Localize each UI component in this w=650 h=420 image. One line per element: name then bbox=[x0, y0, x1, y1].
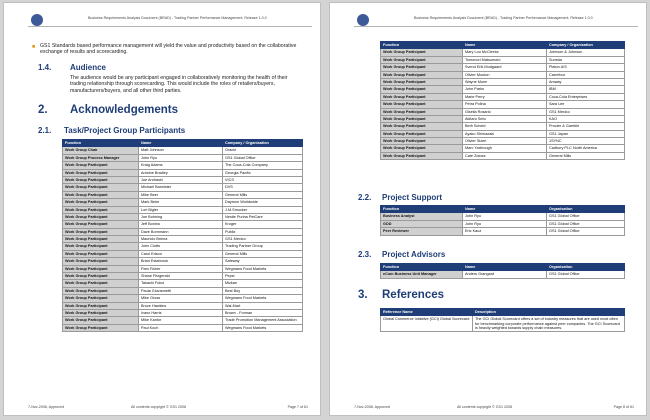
table-cell: Work Group Participant bbox=[381, 64, 463, 71]
table-cell: Wegmans Food Markets bbox=[223, 295, 303, 302]
table-row bbox=[63, 280, 303, 287]
table-cell: 1SYNC bbox=[547, 138, 625, 145]
table-cell: Work Group Participant bbox=[381, 108, 463, 115]
table-row bbox=[381, 228, 625, 235]
table-cell: Work Group Participant bbox=[381, 49, 463, 56]
footer-copyright: All contents copyright © GS1 2008 bbox=[131, 405, 186, 409]
col-header-name: Name bbox=[463, 264, 547, 271]
table-cell: Work Group Participant bbox=[381, 123, 463, 130]
table-row bbox=[63, 302, 303, 309]
table-row bbox=[381, 115, 625, 122]
table-cell: Brown - Forman bbox=[223, 309, 303, 316]
page-header: Business Requirements Analysis Document (BRAD) - Trading Partner Performance Management, Release 1.0.0 bbox=[414, 16, 593, 20]
footer-page-number: Page 8 of 61 bbox=[613, 405, 634, 409]
table-cell: The GCI Global Scorecard offers a set of industry measures that are used most often for benchmarking corporate performance against peer companies. The GCI Scorecard is heavily weighted towards supply chain measures. bbox=[473, 316, 625, 331]
table-cell: Mike Gross bbox=[139, 295, 223, 302]
audience-paragraph: The audience would be any participant engaged in collaboratively monitoring the health of their trading relationship through scorecarding. This would include the roles of retailers/buyers, manufacturers/buyers, and all other third parties. bbox=[70, 75, 288, 94]
table-cell: John Ryu bbox=[463, 213, 547, 220]
table-cell: Work Group Participant bbox=[63, 265, 139, 272]
col-header-reference-name: Reference Name bbox=[381, 309, 473, 316]
table-cell: Work Group Process Manager bbox=[63, 154, 139, 161]
table-cell: Work Group Participant bbox=[63, 236, 139, 243]
table-cell: Bruce Hawkins bbox=[139, 302, 223, 309]
table-row bbox=[381, 316, 625, 331]
section-title: Task/Project Group Participants bbox=[64, 126, 186, 135]
section-title: References bbox=[382, 289, 445, 301]
section-number: 2.1. bbox=[38, 126, 52, 135]
task-group-heading bbox=[38, 126, 185, 135]
section-number: 1.4. bbox=[38, 63, 52, 72]
table-cell: GS1 Global Office bbox=[547, 220, 625, 227]
table-cell: Work Group Participant bbox=[63, 176, 139, 183]
project-advisors-heading bbox=[358, 250, 445, 259]
bullet-icon: ■ bbox=[32, 44, 36, 50]
table-cell: GS1 Global Office bbox=[547, 271, 625, 278]
table-row bbox=[381, 78, 625, 85]
table-row bbox=[63, 295, 303, 302]
table-cell: Wegmans Food Markets bbox=[223, 265, 303, 272]
col-header-name: Name bbox=[139, 140, 223, 147]
project-support-heading bbox=[358, 193, 442, 202]
section-number: 2. bbox=[38, 104, 48, 116]
gs1-logo bbox=[31, 14, 43, 26]
table-cell: General Mills bbox=[223, 250, 303, 257]
references-table bbox=[380, 308, 625, 332]
table-cell: Marc Yarbrough bbox=[463, 145, 547, 152]
table-row bbox=[63, 162, 303, 169]
table-row bbox=[381, 130, 625, 137]
participants-table bbox=[62, 139, 303, 332]
table-cell: The Coca-Cola Company bbox=[223, 162, 303, 169]
table-row bbox=[63, 176, 303, 183]
table-cell: Mary Lou McCleese bbox=[463, 49, 547, 56]
table-cell: General Mills bbox=[547, 152, 625, 159]
table-cell: Work Group Participant bbox=[63, 191, 139, 198]
table-row bbox=[63, 206, 303, 213]
audience-heading bbox=[38, 63, 106, 72]
table-cell: Work Group Participant bbox=[63, 324, 139, 331]
table-cell: Platon A/S bbox=[547, 64, 625, 71]
table-cell: Pepsi bbox=[223, 273, 303, 280]
table-cell: Kraig Adams bbox=[139, 162, 223, 169]
table-cell: Cate Zotoss bbox=[463, 152, 547, 159]
table-cell: Wegmans Food Markets bbox=[223, 324, 303, 331]
table-cell: Daymon Worldwide bbox=[223, 199, 303, 206]
col-header-function: Function bbox=[381, 42, 463, 49]
table-cell: Takashi Fukui bbox=[139, 280, 223, 287]
table-cell: Sara Lee bbox=[547, 101, 625, 108]
table-cell: Coca-Cola Enterprises bbox=[547, 93, 625, 100]
table-cell: Best Buy bbox=[223, 287, 303, 294]
table-cell: GS1 Mexico bbox=[547, 108, 625, 115]
table-row bbox=[381, 271, 625, 278]
table-row bbox=[381, 86, 625, 93]
table-row bbox=[381, 138, 625, 145]
footer-date: 7-Nov-2008, Approved bbox=[354, 405, 390, 409]
table-cell: Work Group Participant bbox=[63, 250, 139, 257]
table-cell: Antoine Bradley bbox=[139, 169, 223, 176]
table-cell: Safeway bbox=[223, 258, 303, 265]
header-rule bbox=[28, 26, 312, 27]
table-cell: KAO bbox=[547, 115, 625, 122]
table-cell: Work Group Participant bbox=[381, 130, 463, 137]
table-cell: Work Group Participant bbox=[381, 115, 463, 122]
table-cell: Work Group Participant bbox=[63, 162, 139, 169]
table-row bbox=[63, 258, 303, 265]
table-cell: Beth Scheid bbox=[463, 123, 547, 130]
col-header-company: Company / Organisation bbox=[223, 140, 303, 147]
table-cell: Kroger bbox=[223, 221, 303, 228]
section-number: 3. bbox=[358, 289, 368, 301]
table-cell: Eric Kauz bbox=[463, 228, 547, 235]
acknowledgements-heading bbox=[38, 104, 178, 116]
table-cell: Sunstar bbox=[547, 56, 625, 63]
table-cell: Work Group Participant bbox=[381, 101, 463, 108]
table-row bbox=[63, 154, 303, 161]
table-cell: Nestle Purina PetCare bbox=[223, 213, 303, 220]
table-cell: Gisella Rosario bbox=[463, 108, 547, 115]
table-row bbox=[381, 108, 625, 115]
table-cell: Paula Giovannetti bbox=[139, 287, 223, 294]
section-title: Acknowledgements bbox=[70, 104, 178, 116]
table-cell: John Ryu bbox=[463, 220, 547, 227]
table-cell: Matt Johnson bbox=[139, 147, 223, 154]
table-cell: Ayako Shimazaki bbox=[463, 130, 547, 137]
col-header-description: Description bbox=[473, 309, 625, 316]
table-cell: Business Analyst bbox=[381, 213, 463, 220]
table-cell: Anders Grangard bbox=[463, 271, 547, 278]
table-cell: Olivier Mouton bbox=[463, 71, 547, 78]
table-cell: Work Group Participant bbox=[381, 145, 463, 152]
table-cell: GDD bbox=[381, 220, 463, 227]
table-cell: Shane Fitzgerald bbox=[139, 273, 223, 280]
table-row bbox=[63, 250, 303, 257]
document-page-8 bbox=[329, 2, 647, 416]
table-cell: Wayne Munn bbox=[463, 78, 547, 85]
table-cell: Joe Bohning bbox=[139, 213, 223, 220]
table-cell: John Parks bbox=[463, 86, 547, 93]
table-cell: Work Group Participant bbox=[381, 78, 463, 85]
table-row bbox=[63, 236, 303, 243]
table-cell: Paul Koch bbox=[139, 324, 223, 331]
table-cell: Mike Beer bbox=[139, 191, 223, 198]
table-cell: Cadbury PLC North America bbox=[547, 145, 625, 152]
table-row bbox=[63, 147, 303, 154]
table-cell: Trade Promotion Management Association bbox=[223, 317, 303, 324]
table-cell: John Clutts bbox=[139, 243, 223, 250]
table-row bbox=[381, 152, 625, 159]
section-number: 2.2. bbox=[358, 193, 372, 202]
table-row bbox=[381, 220, 625, 227]
table-cell: Work Group Participant bbox=[63, 199, 139, 206]
table-cell: Johnson & Johnson bbox=[547, 49, 625, 56]
table-row bbox=[381, 64, 625, 71]
table-cell: Mark Beier bbox=[139, 199, 223, 206]
table-cell: GS1 Global Office bbox=[547, 213, 625, 220]
table-cell: IBM bbox=[547, 86, 625, 93]
col-header-company: Company / Organisation bbox=[547, 42, 625, 49]
table-cell: Marie Perry bbox=[463, 93, 547, 100]
table-cell: Procter & Gamble bbox=[547, 123, 625, 130]
footer-date: 7-Nov-2008, Approved bbox=[28, 405, 64, 409]
document-page-7 bbox=[3, 2, 321, 416]
table-row bbox=[63, 169, 303, 176]
table-cell: Work Group Participant bbox=[63, 206, 139, 213]
table-cell: Mauricio Briena bbox=[139, 236, 223, 243]
table-cell: Brian Estabrook bbox=[139, 258, 223, 265]
table-cell: Akitaro Seto bbox=[463, 115, 547, 122]
table-cell: Work Group Chair bbox=[63, 147, 139, 154]
table-cell: Tomonori Matsumoto bbox=[463, 56, 547, 63]
table-row bbox=[63, 287, 303, 294]
table-row bbox=[381, 123, 625, 130]
table-cell: Joe Andraski bbox=[139, 176, 223, 183]
table-cell: J.M.Smucker bbox=[223, 206, 303, 213]
table-cell: Michael Bannister bbox=[139, 184, 223, 191]
table-cell: Dave Bornmann bbox=[139, 228, 223, 235]
table-row bbox=[63, 184, 303, 191]
table-cell: Work Group Participant bbox=[63, 258, 139, 265]
table-row bbox=[63, 317, 303, 324]
table-cell: Work Group Participant bbox=[63, 221, 139, 228]
table-cell: Work Group Participant bbox=[381, 93, 463, 100]
table-cell: Work Group Participant bbox=[63, 213, 139, 220]
section-number: 2.3. bbox=[358, 250, 372, 259]
table-cell: Publix bbox=[223, 228, 303, 235]
page-header: Business Requirements Analysis Document (BRAD) - Trading Partner Performance Management, Release 1.0.0 bbox=[88, 16, 267, 20]
footer-page-number: Page 7 of 61 bbox=[287, 405, 308, 409]
table-row bbox=[381, 71, 625, 78]
section-title: Audience bbox=[70, 63, 107, 72]
table-cell: Pam Fisher bbox=[139, 265, 223, 272]
col-header-function: Function bbox=[381, 206, 463, 213]
col-header-name: Name bbox=[463, 42, 547, 49]
table-cell: Work Group Participant bbox=[381, 86, 463, 93]
table-cell: Work Group Participant bbox=[63, 280, 139, 287]
table-cell: Work Group Participant bbox=[381, 152, 463, 159]
table-cell: Work Group Participant bbox=[63, 309, 139, 316]
table-cell: Oracle bbox=[223, 147, 303, 154]
table-cell: John Ryu bbox=[139, 154, 223, 161]
col-header-function: Function bbox=[381, 264, 463, 271]
table-cell: Work Group Participant bbox=[63, 228, 139, 235]
table-row bbox=[63, 309, 303, 316]
table-row bbox=[381, 213, 625, 220]
table-row bbox=[381, 93, 625, 100]
table-row bbox=[63, 243, 303, 250]
table-row bbox=[63, 221, 303, 228]
table-cell: Carrefour bbox=[547, 71, 625, 78]
table-cell: Work Group Participant bbox=[63, 184, 139, 191]
project-support-table bbox=[380, 205, 625, 236]
table-cell: Trading Partner Group bbox=[223, 243, 303, 250]
table-cell: Work Group Participant bbox=[63, 169, 139, 176]
table-cell: Work Group Participant bbox=[63, 317, 139, 324]
header-rule bbox=[354, 26, 638, 27]
table-cell: Work Group Participant bbox=[63, 287, 139, 294]
table-cell: Work Group Participant bbox=[381, 138, 463, 145]
participants-table-continued bbox=[380, 41, 625, 160]
table-cell: Global Commerce Initiative (GCI) Global Scorecard bbox=[381, 316, 473, 331]
table-cell: Svend Erik Modgaard bbox=[463, 64, 547, 71]
table-cell: Jeff Bonino bbox=[139, 221, 223, 228]
table-cell: GS1 Japan bbox=[547, 130, 625, 137]
col-header-name: Name bbox=[463, 206, 547, 213]
table-cell: eCom Business Unit Manager bbox=[381, 271, 463, 278]
table-row bbox=[381, 56, 625, 63]
table-cell: GS1 Global Office bbox=[547, 228, 625, 235]
table-cell: GS1 Mexico bbox=[223, 236, 303, 243]
table-row bbox=[63, 213, 303, 220]
table-cell: Work Group Participant bbox=[381, 56, 463, 63]
table-row bbox=[63, 324, 303, 331]
references-heading bbox=[358, 289, 444, 301]
table-cell: DVS bbox=[223, 184, 303, 191]
footer-copyright: All contents copyright © GS1 2008 bbox=[457, 405, 512, 409]
table-cell: Work Group Participant bbox=[63, 295, 139, 302]
table-row bbox=[63, 265, 303, 272]
table-cell: Mike Kantor bbox=[139, 317, 223, 324]
table-cell: Mizkan bbox=[223, 280, 303, 287]
table-row bbox=[63, 273, 303, 280]
col-header-function: Function bbox=[63, 140, 139, 147]
table-cell: Peer Reviewer bbox=[381, 228, 463, 235]
table-cell: Lori Bigler bbox=[139, 206, 223, 213]
table-cell: Work Group Participant bbox=[63, 302, 139, 309]
table-cell: Georgia Pacific bbox=[223, 169, 303, 176]
table-cell: Petra Polina bbox=[463, 101, 547, 108]
table-cell: Carol Edson bbox=[139, 250, 223, 257]
table-row bbox=[63, 228, 303, 235]
table-cell: Work Group Participant bbox=[63, 273, 139, 280]
table-cell: VICS bbox=[223, 176, 303, 183]
table-cell: Work Group Participant bbox=[63, 243, 139, 250]
gs1-logo bbox=[357, 14, 369, 26]
table-cell: Wal-Mart bbox=[223, 302, 303, 309]
section-title: Project Support bbox=[382, 193, 443, 202]
table-row bbox=[381, 49, 625, 56]
table-cell: Amway bbox=[547, 78, 625, 85]
bullet-paragraph: GS1 Standards based performance management will yield the value and productivity based on the collaborative exchange of results and scorecarding. bbox=[40, 43, 297, 56]
table-row bbox=[381, 145, 625, 152]
table-row bbox=[381, 101, 625, 108]
project-advisors-table bbox=[380, 263, 625, 279]
table-cell: Olivier Sizeri bbox=[463, 138, 547, 145]
col-header-organisation: Organisation bbox=[547, 264, 625, 271]
table-cell: Work Group Participant bbox=[381, 71, 463, 78]
section-title: Project Advisors bbox=[382, 250, 446, 259]
table-row bbox=[63, 199, 303, 206]
table-cell: GS1 Global Office bbox=[223, 154, 303, 161]
col-header-organisation: Organisation bbox=[547, 206, 625, 213]
table-row bbox=[63, 191, 303, 198]
table-cell: Ivano Harris bbox=[139, 309, 223, 316]
table-cell: General Mills bbox=[223, 191, 303, 198]
